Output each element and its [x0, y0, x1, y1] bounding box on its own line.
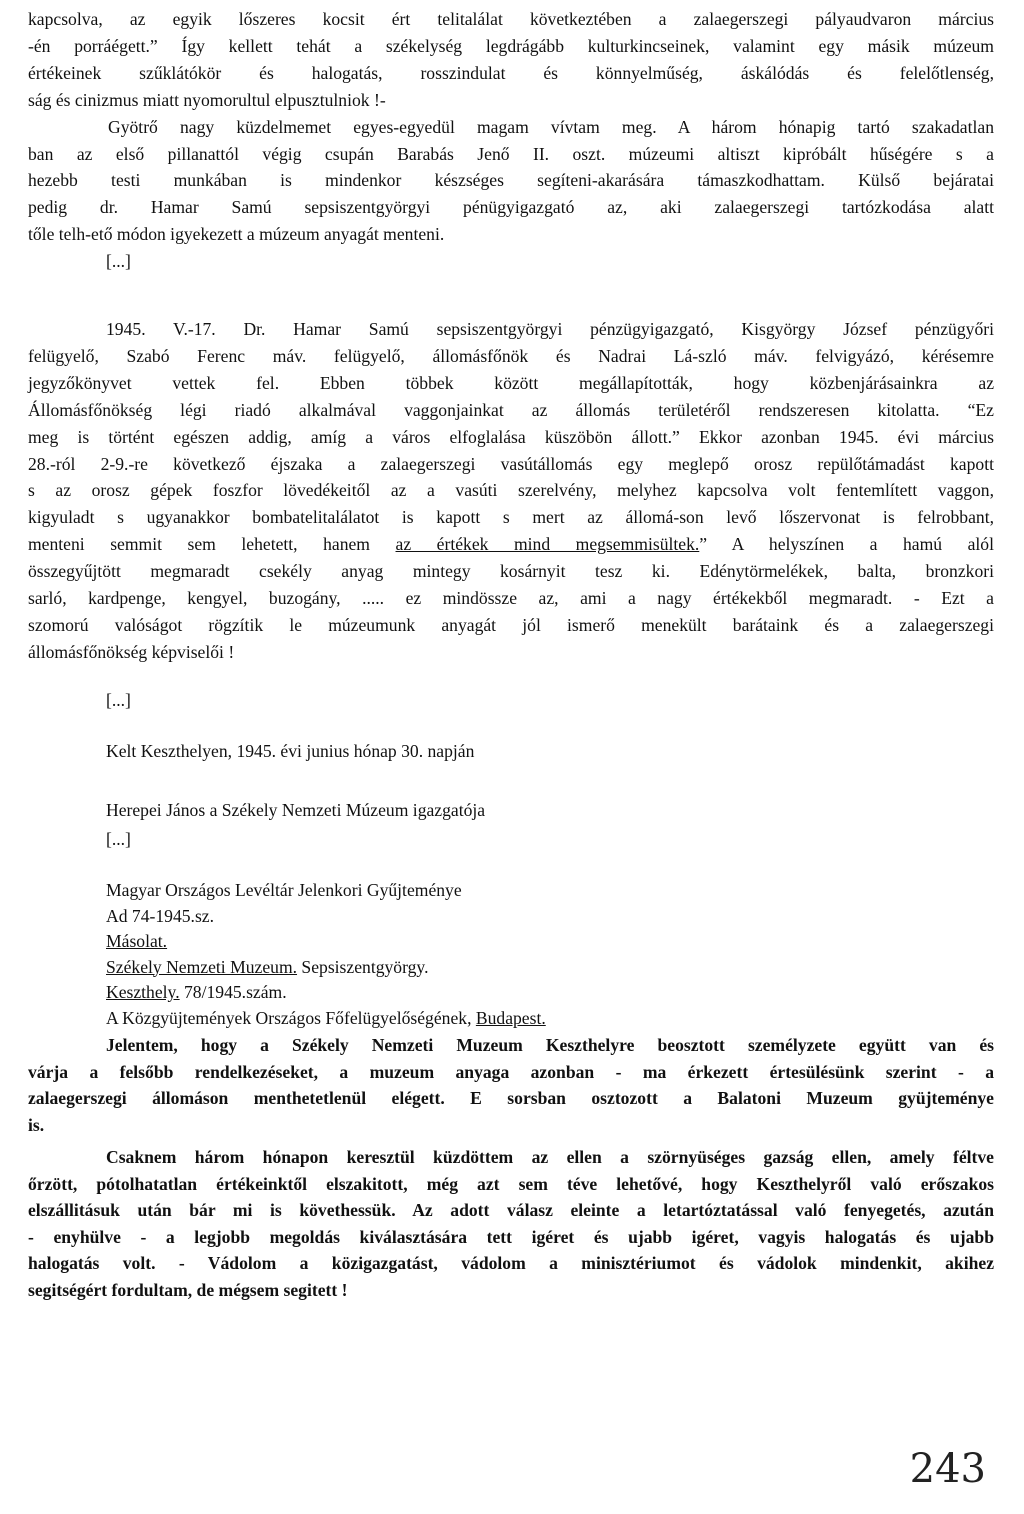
ellipsis-marker: [...] [106, 690, 131, 710]
intro-paragraph [28, 6, 994, 275]
report-paragraph [28, 316, 994, 666]
text-line: kapcsolva, az egyik lőszeres kocsit ért telitalálat következtében a zalaegerszegi pályaudvaron március [28, 9, 994, 29]
text-line: felügyelő, Szabó Ferenc máv. felügyelő, állomásfőnök és Nadrai Lá-szló máv. felvigyázó, kérésemre [28, 345, 994, 366]
text-line: Állomásfőnökség légi riadó alkalmával vaggonjainkat az állomás területéről rendszeresen kitolatta. “Ez [28, 399, 994, 420]
text-line: állomásfőnökség képviselői ! [28, 641, 235, 662]
text-line: - enyhülve - a legjobb megoldás kiválasztására tett igéret és ujabb igéret, vagyis halogatás és ujabb [28, 1226, 994, 1247]
text-line: összegyűjtött megmaradt csekély anyag mintegy kosárnyit tesz ki. Edénytörmelékek, balta, bronzkori [28, 561, 994, 582]
signature-line: Herepei János a Székely Nemzeti Múzeum igazgatója [106, 800, 486, 820]
text-line: értékeinek szűklátókör és halogatás, rosszindulat és könnyelműség, áskálódás és felelőtlenség, [28, 62, 994, 83]
text-line: hezebb testi munkában is mindenkor készséges segíteni-akarására támaszkodhattam. Külső bejáratai [28, 170, 994, 191]
file-number-line [106, 980, 546, 1006]
addressee-city: Budapest. [475, 1007, 546, 1028]
archive-reference: Ad 74-1945.sz. [106, 905, 214, 926]
text-line: őrzött, pótolhatatlan értékeinktől elszakitott, még azt sem téve lehetővé, hogy Keszthelyről való erőszakos [28, 1173, 994, 1194]
archive-header [106, 878, 546, 1031]
text-line: s az orosz gépek foszfor lövedékeitől az a vasúti szerelvény, melyhez kapcsolva volt fentemlített vaggon, [28, 480, 994, 501]
text-line: segitségért fordultam, de mégsem segitett ! [28, 1279, 348, 1300]
museum-name: Székely Nemzeti Muzeum. [106, 956, 298, 977]
text-line: zalaegerszegi állomáson menthetetlenül elégett. E sorsban osztozott a Balatoni Muzeum gyüjteménye [28, 1088, 994, 1109]
text-line: Jelentem, hogy a Székely Nemzeti Muzeum Keszthelyre beosztott személyzete együtt van és [106, 1035, 994, 1055]
text-line: ság és cinizmus miatt nyomorultul elpusztulniok !- [28, 89, 386, 110]
addressee: A Közgyüjtemények Országos Főfelügyelőségének, [106, 1007, 476, 1028]
copy-label: Másolat. [106, 931, 168, 951]
museum-city: Sepsiszentgyörgy. [297, 956, 429, 977]
text-fragment: menteni semmit sem lehetett, hanem [28, 534, 370, 555]
text-line: kigyuladt s ugyanakkor bombatelitalálatot is kapott s mert az állomá-son levő lőszervonat is felrobbant, [28, 507, 994, 528]
text-line: Csaknem három hónapon keresztül küzdöttem az ellen a szörnyüséges gazság ellen, amely féltve [106, 1147, 994, 1167]
text-line: pedig dr. Hamar Samú sepsiszentgyörgyi pénügyigazgató az, aki zalaegerszegi tartózkodása alatt [28, 197, 994, 218]
text-line: halogatás volt. - Vádolom a közigazgatást, vádolom a minisztériumot és vádolok mindenkit, akihez [28, 1253, 994, 1274]
text-line: sarló, kardpenge, kengyel, buzogány, ..... ez mindössze az, ami a nagy értékekből megmaradt. - Ezt a [28, 588, 994, 609]
page-number: 243 [909, 1446, 986, 1492]
text-line [28, 531, 994, 558]
ellipsis-marker: [...] [106, 251, 131, 272]
text-line: ban az első pillanattól végig csupán Barabás Jenő II. oszt. múzeumi altiszt kipróbált hűségére s a [28, 143, 994, 164]
text-line: tőle telh-ető módon igyekezett a múzeum anyagát menteni. [28, 224, 445, 245]
place-name: Keszthely. [106, 982, 180, 1002]
ellipsis-marker: [...] [106, 829, 131, 849]
file-number: 78/1945.szám. [179, 982, 287, 1002]
text-line: 28.-ról 2-9.-re következő éjszaka a zalaegerszegi vasútállomás egy meglepő orosz repülőtámadást kapott [28, 453, 994, 474]
text-line: is. [28, 1114, 45, 1135]
text-line: Gyötrő nagy küzdelmemet egyes-egyedül magam vívtam meg. A három hónapig tartó szakadatlan [108, 116, 994, 137]
text-line: -én porráégett.” Így kellett tehát a székelység legdrágább kulturkincseinek, valamint egy másik múzeum [28, 35, 994, 56]
text-line: elszállitásuk után bár mi is követhessük. Az adott válasz eleinte a letartóztatással való fenyegetés, azután [28, 1200, 994, 1221]
date-line: Kelt Keszthelyen, 1945. évi junius hónap 30. napján [106, 741, 475, 761]
text-fragment: ” A helyszínen a hamú alól [699, 534, 994, 555]
underlined-phrase: az értékek mind megsemmisültek. [395, 534, 700, 555]
text-line: várja a felsőbb rendelkezéseket, a muzeum anyaga azonban - ma érkezett értesülésünk szerint - a [28, 1061, 994, 1082]
museum-line [106, 955, 546, 981]
letter-paragraph-1 [28, 1032, 994, 1138]
text-line: meg is történt egészen addig, amíg a város elfoglalása küszöbön állott.” Ekkor azonban 1945. évi március [28, 426, 994, 447]
addressee-line [106, 1006, 546, 1032]
text-line: szomorú valóságot rögzítik le múzeumunk anyagát jól ismerő menekült barátaink és a zalaegerszegi [28, 614, 994, 635]
text-line: 1945. V.-17. Dr. Hamar Samú sepsiszentgyörgyi pénzügyigazgató, Kisgyörgy József pénzügyőri [106, 319, 994, 339]
archive-source: Magyar Országos Levéltár Jelenkori Gyűjteménye [106, 880, 462, 900]
letter-paragraph-2 [28, 1144, 994, 1304]
text-line: jegyzőkönyvet vettek fel. Ebben többek között megállapították, hogy közbenjárásainkra az [28, 372, 994, 393]
